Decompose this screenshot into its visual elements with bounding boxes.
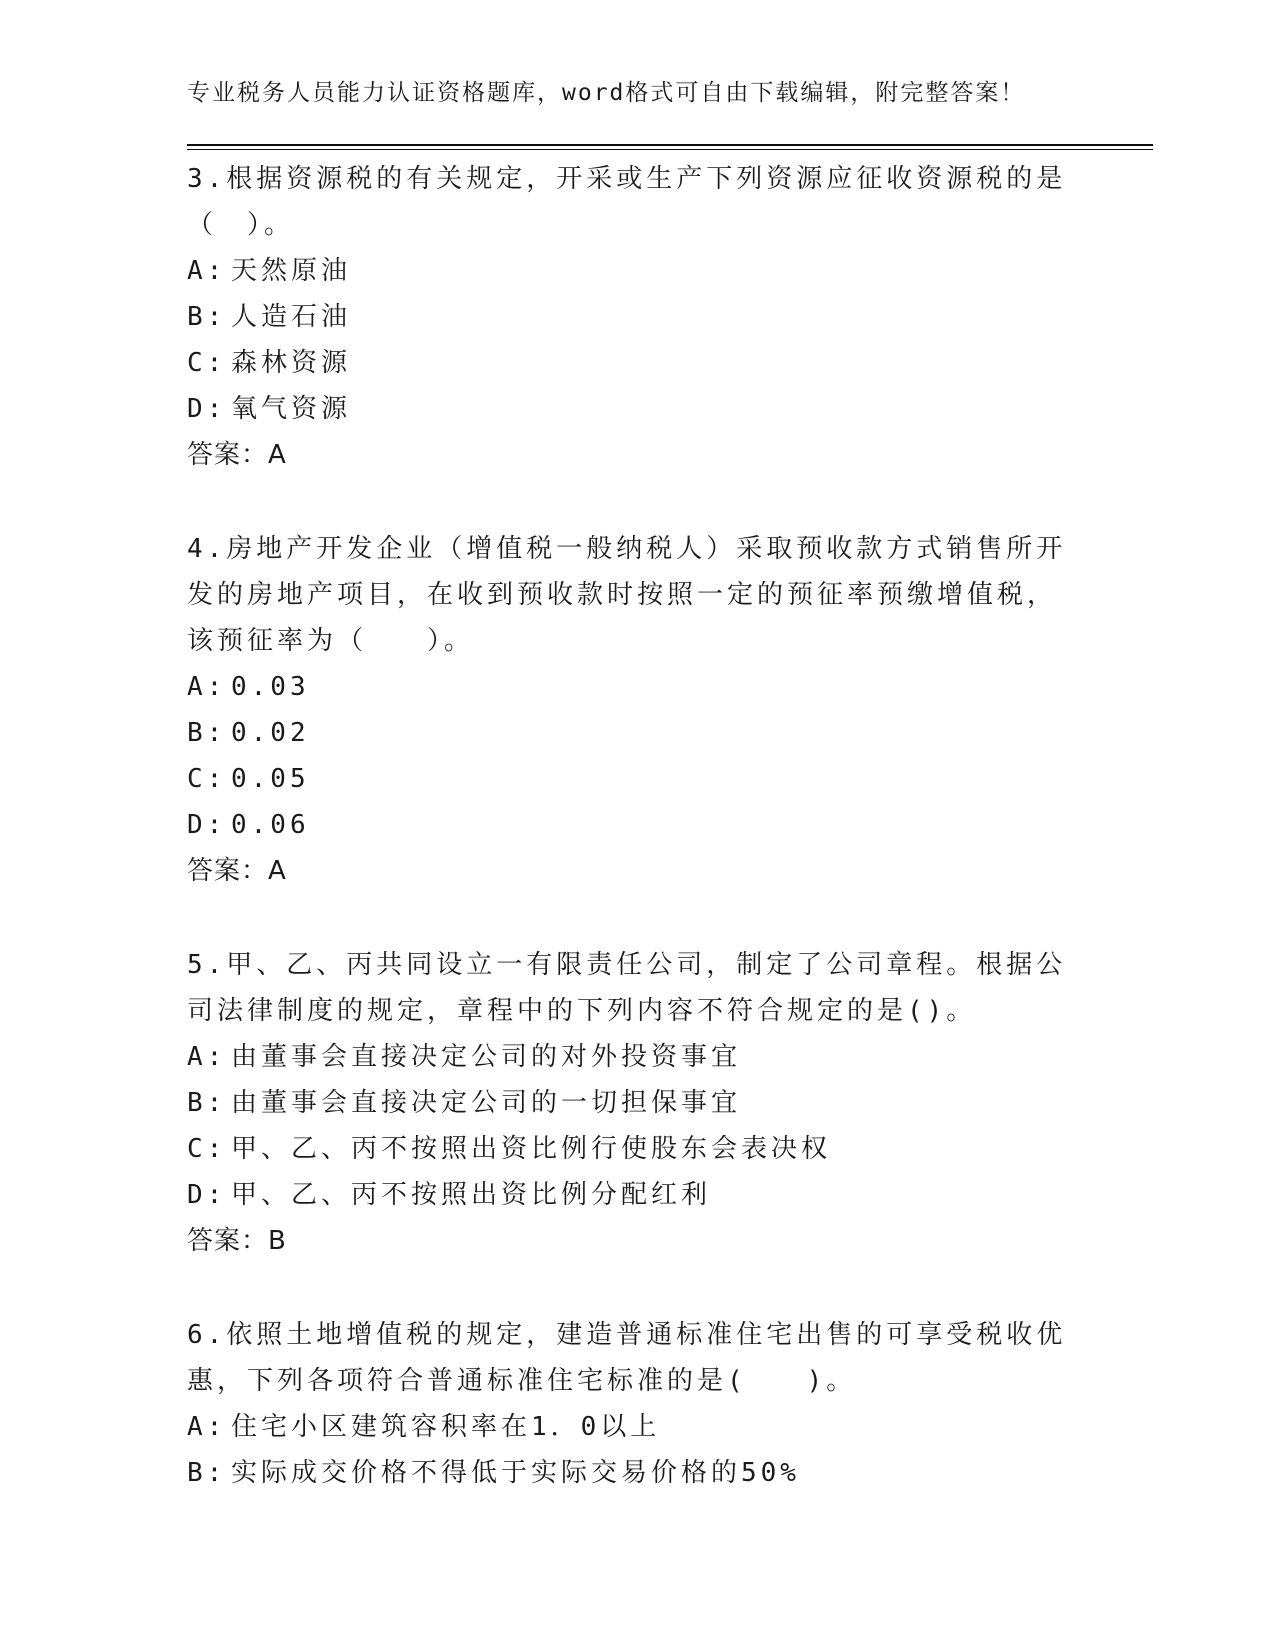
option-d [187, 1172, 1067, 1218]
option-letter: D: [187, 1180, 227, 1210]
option-text: 天然原油 [231, 256, 352, 286]
option-letter: C: [187, 348, 227, 378]
option-letter: B: [187, 1088, 227, 1118]
answer-line: 答案：A [187, 440, 287, 470]
option-a [187, 1404, 1067, 1450]
option-letter: A: [187, 672, 227, 702]
option-text: 氧气资源 [231, 394, 352, 424]
option-letter: A: [187, 1412, 227, 1442]
answer-line: 答案：B [187, 1226, 287, 1256]
option-b [187, 710, 1067, 756]
option-text: 0.02 [231, 718, 310, 748]
question-6 [187, 1312, 1067, 1496]
option-a [187, 664, 1067, 710]
option-text: 由董事会直接决定公司的对外投资事宜 [231, 1042, 742, 1072]
option-letter: D: [187, 810, 227, 840]
option-c [187, 1126, 1067, 1172]
option-letter: D: [187, 394, 227, 424]
header-divider [187, 144, 1153, 150]
option-a [187, 1034, 1067, 1080]
option-text: 0.06 [231, 810, 310, 840]
option-b [187, 1450, 1067, 1496]
option-letter: C: [187, 764, 227, 794]
question-3 [187, 156, 1067, 478]
question-list [187, 156, 1067, 1544]
option-text: 森林资源 [231, 348, 352, 378]
option-d [187, 386, 1067, 432]
option-b [187, 294, 1067, 340]
question-stem: 6.依照土地增值税的规定，建造普通标准住宅出售的可享受税收优惠，下列各项符合普通标准住宅标准的是( )。 [187, 1320, 1067, 1396]
option-c [187, 756, 1067, 802]
option-letter: B: [187, 1458, 227, 1488]
option-text: 人造石油 [231, 302, 352, 332]
question-stem: 3.根据资源税的有关规定，开采或生产下列资源应征收资源税的是（ ）。 [187, 164, 1067, 240]
option-text: 甲、乙、丙不按照出资比例行使股东会表决权 [231, 1134, 832, 1164]
option-letter: B: [187, 302, 227, 332]
option-letter: A: [187, 1042, 227, 1072]
option-text: 实际成交价格不得低于实际交易价格的50% [231, 1458, 800, 1488]
option-text: 0.05 [231, 764, 310, 794]
option-b [187, 1080, 1067, 1126]
question-stem: 5.甲、乙、丙共同设立一有限责任公司，制定了公司章程。根据公司法律制度的规定，章程中的下列内容不符合规定的是()。 [187, 950, 1067, 1026]
option-d [187, 802, 1067, 848]
answer-line: 答案：A [187, 856, 287, 886]
option-text: 住宅小区建筑容积率在1．0以上 [231, 1412, 661, 1442]
option-text: 甲、乙、丙不按照出资比例分配红利 [231, 1180, 712, 1210]
option-letter: C: [187, 1134, 227, 1164]
page-header: 专业税务人员能力认证资格题库，word格式可自由下载编辑，附完整答案！ [187, 80, 1026, 106]
option-text: 0.03 [231, 672, 310, 702]
question-5 [187, 942, 1067, 1264]
option-letter: B: [187, 718, 227, 748]
option-text: 由董事会直接决定公司的一切担保事宜 [231, 1088, 742, 1118]
option-letter: A: [187, 256, 227, 286]
option-a [187, 248, 1067, 294]
option-c [187, 340, 1067, 386]
question-4 [187, 526, 1067, 894]
question-stem: 4.房地产开发企业（增值税一般纳税人）采取预收款方式销售所开发的房地产项目，在收到预收款时按照一定的预征率预缴增值税，该预征率为（ ）。 [187, 534, 1067, 656]
